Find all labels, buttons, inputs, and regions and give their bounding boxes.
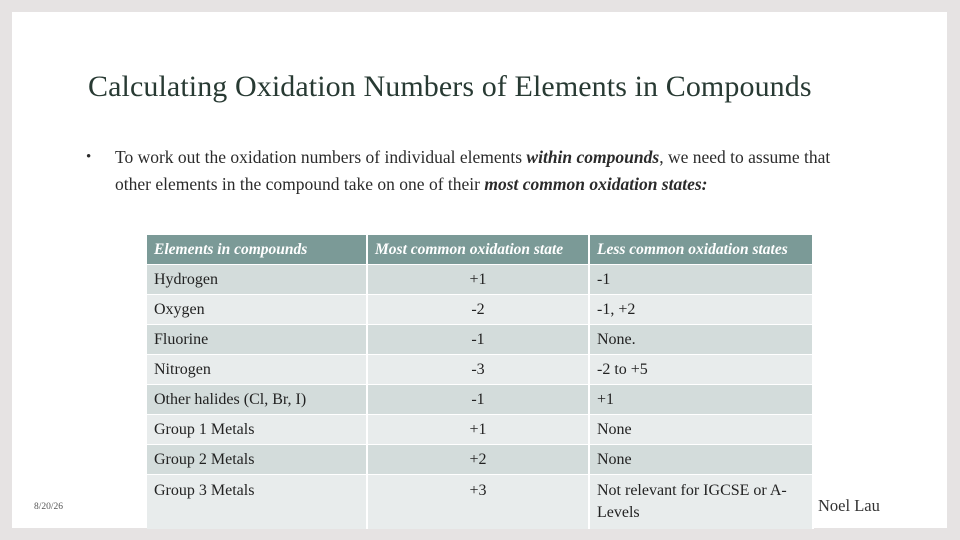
table-header-row (147, 235, 813, 265)
bullet-text-part-2: , we need to assume that other elements in the compound take on one of their (115, 147, 831, 194)
table-row (147, 445, 813, 475)
bullet-text (115, 144, 836, 197)
element-cell: Group 3 Metals (147, 475, 367, 530)
less-common-state-cell: None (589, 445, 813, 475)
oxidation-states-table (147, 235, 814, 529)
table-row (147, 265, 813, 295)
less-common-state-cell: -1 (589, 265, 813, 295)
bullet-emphasis-2: most common oxidation states: (484, 173, 708, 194)
common-state-cell: -1 (367, 385, 589, 415)
footer-author: Noel Lau (818, 496, 880, 515)
element-cell: Group 2 Metals (147, 445, 367, 475)
less-common-state-cell: None. (589, 325, 813, 355)
table-row (147, 475, 813, 530)
less-common-state-cell: -1, +2 (589, 295, 813, 325)
common-state-cell: +3 (367, 475, 589, 530)
common-state-cell: -1 (367, 325, 589, 355)
less-common-state-cell: None (589, 415, 813, 445)
less-common-state-cell: Not relevant for IGCSE or A-Levels (589, 475, 813, 530)
bullet-text-part-1: To work out the oxidation numbers of individual elements (115, 147, 527, 167)
common-state-cell: +2 (367, 445, 589, 475)
table-row (147, 325, 813, 355)
bullet-dot-icon: • (86, 149, 92, 165)
table-header-cell: Most common oxidation state (367, 235, 589, 265)
common-state-cell: +1 (367, 265, 589, 295)
table-row (147, 355, 813, 385)
bullet-point (86, 144, 836, 197)
table-row (147, 295, 813, 325)
element-cell: Oxygen (147, 295, 367, 325)
slide-title: Calculating Oxidation Numbers of Elements in Compounds (88, 70, 812, 103)
element-cell: Nitrogen (147, 355, 367, 385)
table-header-cell: Elements in compounds (147, 235, 367, 265)
less-common-state-cell: +1 (589, 385, 813, 415)
common-state-cell: -2 (367, 295, 589, 325)
less-common-state-cell: -2 to +5 (589, 355, 813, 385)
element-cell: Fluorine (147, 325, 367, 355)
table-row (147, 385, 813, 415)
common-state-cell: -3 (367, 355, 589, 385)
element-cell: Group 1 Metals (147, 415, 367, 445)
common-state-cell: +1 (367, 415, 589, 445)
table-row (147, 415, 813, 445)
element-cell: Hydrogen (147, 265, 367, 295)
table-header-cell: Less common oxidation states (589, 235, 813, 265)
slide (12, 12, 947, 528)
footer-date: 8/20/26 (34, 502, 64, 512)
bullet-emphasis-1: within compounds (526, 147, 660, 167)
element-cell: Other halides (Cl, Br, I) (147, 385, 367, 415)
